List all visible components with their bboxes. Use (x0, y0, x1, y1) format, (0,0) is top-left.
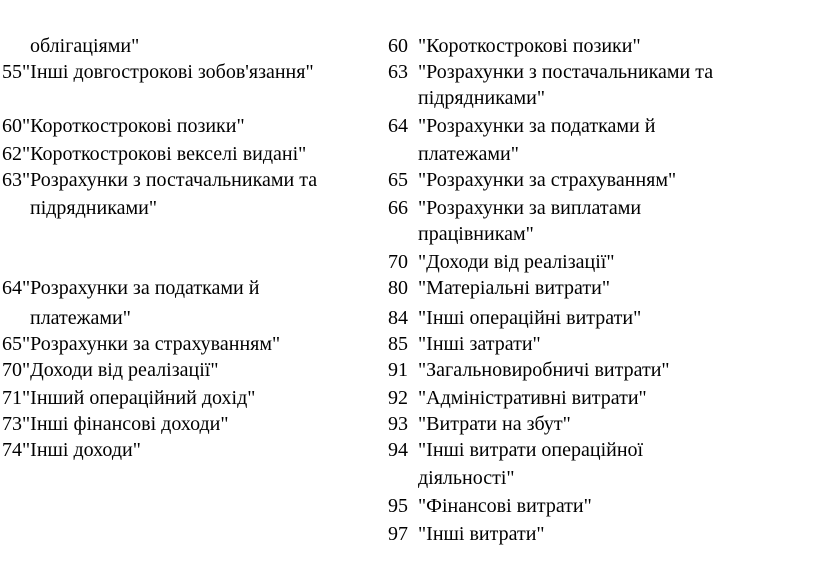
account-name-continued: платежами" (418, 143, 519, 165)
account-name: "Інші операційні витрати" (418, 307, 642, 329)
left-line: 74"Інші доходи" (2, 439, 141, 461)
left-line: 65"Розрахунки за страхуванням" (2, 333, 281, 355)
account-number: 80 (388, 277, 408, 299)
account-number: 64 (388, 115, 408, 137)
account-number: 91 (388, 359, 408, 381)
left-line: облігаціями" (30, 35, 140, 57)
account-name: "Інші витрати" (418, 523, 545, 545)
account-number: 70 (388, 251, 408, 273)
account-number: 65 (388, 169, 408, 191)
left-line: 64"Розрахунки за податками й (2, 277, 260, 299)
account-name: "Розрахунки за податками й (418, 115, 656, 137)
account-number: 63 (388, 61, 408, 83)
account-number: 94 (388, 439, 408, 461)
left-line: 60"Короткострокові позики" (2, 115, 245, 137)
account-name: "Фінансові витрати" (418, 495, 592, 517)
account-name: "Матеріальні витрати" (418, 277, 610, 299)
account-name: "Адміністративні витрати" (418, 387, 647, 409)
account-name: "Розрахунки за страхуванням" (418, 169, 677, 191)
left-line: 71"Інший операційний дохід" (2, 387, 256, 409)
left-line: 55"Інші довгострокові зобов'язання" (2, 61, 314, 83)
account-name: "Інші витрати операційної (418, 439, 644, 461)
account-name: "Витрати на збут" (418, 413, 571, 435)
account-name: "Доходи від реалізації" (418, 251, 615, 273)
account-name-continued: підрядниками" (418, 87, 546, 109)
account-number: 93 (388, 413, 408, 435)
account-name: "Розрахунки за виплатами (418, 197, 642, 219)
account-name: "Короткострокові позики" (418, 35, 641, 57)
left-line: платежами" (30, 307, 131, 329)
left-line: 62"Короткострокові векселі видані" (2, 143, 307, 165)
account-number: 84 (388, 307, 408, 329)
left-line: 73"Інші фінансові доходи" (2, 413, 229, 435)
account-name: "Інші затрати" (418, 333, 541, 355)
account-number: 95 (388, 495, 408, 517)
account-name: "Розрахунки з постачальниками та (418, 61, 714, 83)
account-name: "Загальновиробничі витрати" (418, 359, 670, 381)
account-number: 92 (388, 387, 408, 409)
account-number: 60 (388, 35, 408, 57)
left-line: 70"Доходи від реалізації" (2, 359, 219, 381)
account-number: 66 (388, 197, 408, 219)
account-name-continued: працівникам" (418, 223, 534, 245)
account-number: 97 (388, 523, 408, 545)
account-number: 85 (388, 333, 408, 355)
left-line: 63"Розрахунки з постачальниками та (2, 169, 318, 191)
account-name-continued: діяльності" (418, 467, 515, 489)
left-line: підрядниками" (30, 197, 158, 219)
